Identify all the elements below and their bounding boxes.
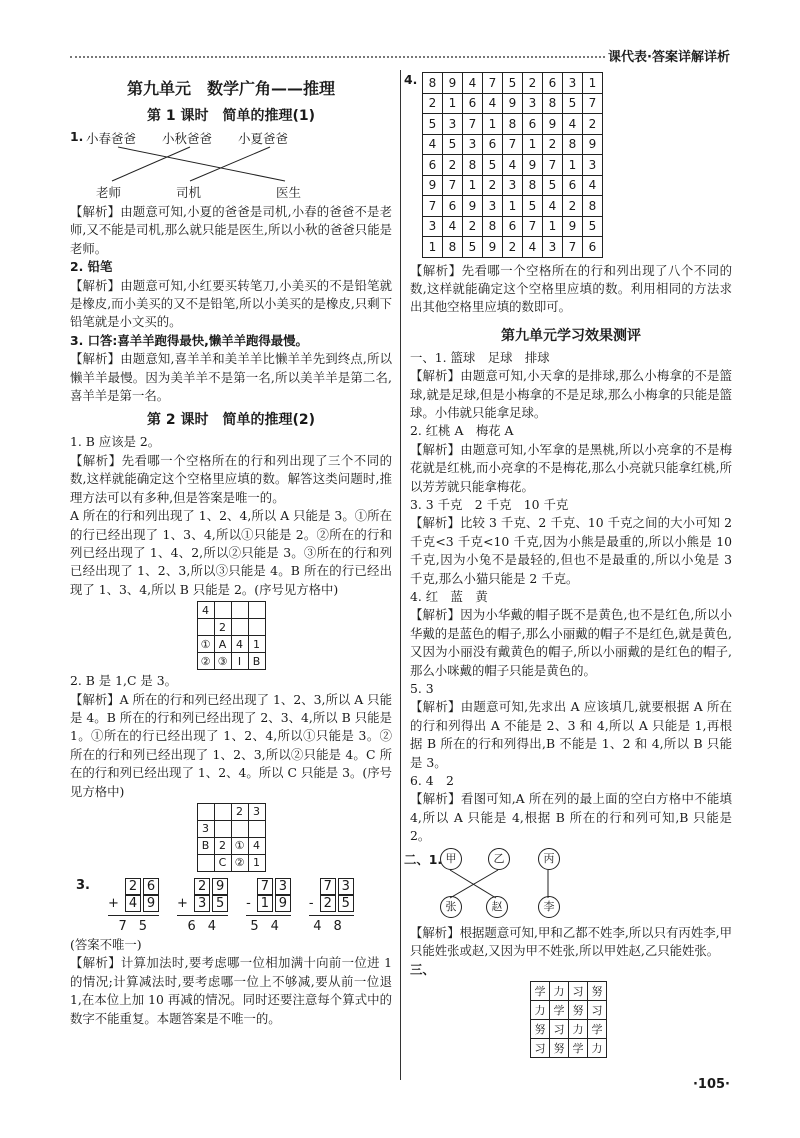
operator: - [308,895,314,911]
digit-box: 9 [275,895,291,912]
grid-cell [248,619,265,636]
match-bottom-3: 医生 [276,185,302,200]
grid-cell: 1 [443,93,463,114]
p1-explanation: 【解析】先看哪一个空格所在的行和列出现了三个不同的数,这样就能确定这个空格里应填的数。解答这类问题时,推理方法可以有多种,但是答案是唯一的。 [70,452,392,505]
grid-cell: 9 [463,196,483,217]
grid-cell: 6 [583,237,603,258]
grid-cell: 7 [483,73,503,94]
result: 64 [177,915,228,934]
grid-cell: 4 [563,114,583,135]
grid-cell: 1 [523,134,543,155]
circle-bottom-2: 赵 [486,896,508,918]
grid-cell: 9 [543,114,563,135]
s2-number: 二、1. [404,851,443,867]
arith-problem-1 [108,878,159,934]
q4-number: 4. [404,72,418,87]
grid-cell: 3 [483,196,503,217]
circle-bottom-3: 李 [538,896,560,918]
p3-number: 3. [76,877,90,893]
grid-cell: 8 [563,134,583,155]
match-top-2: 小秋爸爸 [162,131,213,146]
match-bottom-1: 老师 [96,185,122,200]
grid-cell: 7 [543,155,563,176]
match-lines-1 [70,143,392,185]
grid-cell: 2 [563,196,583,217]
right-column [404,72,732,1060]
grid-cell: 2 [523,73,543,94]
grid-cell: 努 [588,981,607,1000]
grid-cell: 4 [231,636,248,653]
test-title: 第九单元学习效果测评 [501,327,641,344]
grid-cell: 5 [563,93,583,114]
s1-2-answer: 2. 红桃 A 梅花 A [410,423,514,439]
grid-cell: 6 [463,93,483,114]
circle-top-3: 丙 [538,848,560,870]
grid-cell [197,803,214,820]
p1-answer: 1. B 应该是 2。 [70,434,161,450]
operator: + [177,895,188,911]
grid-cell: 8 [523,175,543,196]
s1-5-explanation: 【解析】由题意可知,先求出 A 应该填几,就要根据 A 所在的行和列得出 A 不能是 2、3 和 4,所以 A 只能是 1,再根据 B 所在的行和列得出,B 不能是 1、2 和 4,所以 B 只能是 3。 [410,699,732,770]
grid-cell: 2 [214,837,231,854]
grid-cell: 4 [423,134,443,155]
s2-explanation: 【解析】根据题意可知,甲和乙都不姓李,所以只有丙姓李,甲只能姓张或赵,又因为甲不姓张,所以甲姓赵,乙只能姓张。 [410,924,732,959]
s1-1-explanation: 【解析】由题意可知,小天拿的是排球,那么小梅拿的不是篮球,就是足球,但是小梅拿的不是足球,那么小梅拿的只能是篮球。小伟就只能拿足球。 [410,368,732,420]
grid-cell: 5 [443,134,463,155]
arith-problem-2 [177,878,228,934]
grid-cell: 2 [503,237,523,258]
grid-cell: 6 [543,73,563,94]
grid-cell: 6 [423,155,443,176]
circle-bottom-1: 张 [440,896,462,918]
left-column [70,72,392,1028]
lesson2-title: 第 2 课时 简单的推理(2) [146,412,316,429]
grid-cell: 7 [423,196,443,217]
grid-cell: 3 [583,155,603,176]
q1-explanation: 【解析】由题意可知,小夏的爸爸是司机,小春的爸爸不是老师,又不能是司机,那么就只能是医生,所以小秋的爸爸只能是老师。 [70,204,392,256]
grid-cell: 9 [443,73,463,94]
operator: - [246,895,251,911]
grid-cell: 4 [503,155,523,176]
digit-box: 4 [125,895,141,912]
grid-cell: 7 [463,114,483,135]
grid-cell: 3 [543,237,563,258]
grid-cell: 努 [569,1000,588,1019]
arith-problem-3 [246,878,291,934]
grid-cell: 努 [531,1019,550,1038]
grid-cell: 6 [483,134,503,155]
grid-cell: 7 [563,237,583,258]
grid-cell: 4 [523,237,543,258]
grid-cell: 3 [523,93,543,114]
digit-box: 9 [212,878,228,895]
grid-cell: 4 [443,216,463,237]
result: 54 [246,915,291,934]
grid-cell: 7 [523,216,543,237]
q4-explanation: 【解析】先看哪一个空格所在的行和列出现了八个不同的数,这样就能确定这个空格里应填的数。利用相同的方法求出其他空格里应填的数即可。 [410,262,732,315]
grid-cell [231,820,248,837]
header-title: 课代表·答案详解详析 [608,50,730,65]
grid-cell: 4 [197,602,214,619]
grid-cell [214,803,231,820]
grid-cell: 2 [231,803,248,820]
s1-4-answer: 4. 红 蓝 黄 [410,589,488,604]
grid-cell: 1 [503,196,523,217]
q2-explanation: 【解析】由题意可知,小红要买转笔刀,小美买的不是铅笔就是橡皮,而小美买的又不是铅笔,所以小美买的是橡皮,只剩下铅笔就是小文买的。 [70,277,392,330]
p2-explanation: 【解析】A 所在的行和列已经出现了 1、2、3,所以 A 只能是 4。B 所在的行和列已经出现了 2、3、4,所以 B 只能是 1。①所在的行已经出现了 1、2、4,所以①只能是 3。②所在的行和列已经出现了 1、2、3,所以②只能是 4。C 所在的行和列已经出现了 1、2、4。所以 C 只能是 3。(序号见方格中) [70,691,392,799]
grid-cell: 8 [483,216,503,237]
grid-cell: 习 [588,1000,607,1019]
grid-cell [197,854,214,871]
arithmetic-row [76,878,392,934]
grid-cell: 9 [503,93,523,114]
grid-cell: 2 [483,175,503,196]
result: 75 [108,915,159,934]
digit-box: 3 [338,878,354,895]
grid-cell: 力 [569,1019,588,1038]
s3-label: 三、 [410,961,435,977]
grid-cell: 学 [550,1000,569,1019]
s1-6-explanation: 【解析】看图可知,A 所在列的最上面的空白方格中不能填 4,所以 A 只能是 4,根据 B 所在的行和列可知,B 只能是 2。 [410,791,732,844]
column-divider [400,70,401,1080]
grid-cell [214,820,231,837]
grid-cell: 9 [563,216,583,237]
grid-cell: 6 [523,114,543,135]
grid-cell: 2 [214,619,231,636]
digit-box: 2 [320,895,336,912]
grid-cell: 8 [543,93,563,114]
page-number: ·105· [692,1077,730,1092]
grid-cell: 8 [463,155,483,176]
digit-box: 2 [125,878,141,895]
grid-cell: A [214,636,231,653]
grid-cell: 8 [503,114,523,135]
grid-cell: 5 [503,73,523,94]
digit-box: 5 [212,895,228,912]
s1-2-explanation: 【解析】由题意可知,小军拿的是黑桃,所以小亮拿的不是梅花就是红桃,而小亮拿的不是梅花,那么小亮就只能拿红桃,所以芳芳就只能拿梅花。 [410,441,732,494]
matching-diagram-1 [70,129,392,199]
grid-cell: 7 [503,134,523,155]
grid-cell: ② [231,854,248,871]
p1-explanation-detail: A 所在的行和列出现了 1、2、4,所以 A 只能是 3。①所在的行已经出现了 1、3、4,所以①只能是 2。②所在的行和列已经出现了 1、4、2,所以②只能是 3。③所在的行和列已经出现了 1、2、3,所以③只能是 4。B 所在的行已经出现了 1、3、4,所以 B 只能是 2。(序号见方格中) [70,508,392,597]
grid-cell: 3 [248,803,265,820]
q3-explanation: 【解析】由题意知,喜羊羊和美羊羊比懒羊羊先到终点,所以懒羊羊最慢。因为美羊羊不是第一名,所以美羊羊是第二名,喜羊羊是第一名。 [70,351,392,404]
grid-cell: ① [197,636,214,653]
grid-cell: 力 [531,1000,550,1019]
grid-cell: 1 [423,237,443,258]
digit-box: 3 [275,878,291,895]
grid-cell: 4 [463,73,483,94]
header-rule [70,56,605,58]
grid-cell: 9 [423,175,443,196]
sudoku-grid [422,72,603,258]
grid-cell: 3 [503,175,523,196]
grid-cell: 1 [483,114,503,135]
grid-cell: 4 [483,93,503,114]
grid-cell: 2 [463,216,483,237]
grid-cell [248,820,265,837]
grid-cell: 3 [443,114,463,135]
grid-cell: 1 [248,854,265,871]
circle-top-1: 甲 [440,848,462,870]
grid-cell: 4 [248,837,265,854]
grid-cell: 力 [550,981,569,1000]
digit-box: 9 [143,895,159,912]
match-top-1: 小春爸爸 [86,131,137,146]
s1-4-explanation: 【解析】因为小华戴的帽子既不是黄色,也不是红色,所以小华戴的是蓝色的帽子,那么小丽戴的帽子不是红色,就是黄色,又因为小丽没有戴黄色的帽子,所以小丽戴的是红色的帽子,那么小咪戴的帽子只能是黄色的。 [410,607,732,678]
grid-cell: 3 [423,216,443,237]
grid-cell: 2 [583,114,603,135]
digit-box: 1 [257,895,273,912]
digit-box: 5 [338,895,354,912]
grid-cell: 8 [443,237,463,258]
grid-cell: 1 [543,216,563,237]
grid-cell: 6 [563,175,583,196]
grid-cell: 1 [248,636,265,653]
grid-cell: 5 [543,175,563,196]
grid-cell: 习 [569,981,588,1000]
grid-cell: 5 [463,237,483,258]
grid-cell: 9 [523,155,543,176]
result: 48 [309,915,354,934]
grid-cell: 8 [423,73,443,94]
unit-title: 第九单元 数学广角——推理 [126,79,335,98]
q4-block [404,72,732,258]
lesson1-title: 第 1 课时 简单的推理(1) [146,108,316,124]
grid-cell: 4 [543,196,563,217]
grid-cell: B [248,653,265,670]
grid-cell: 7 [583,93,603,114]
q3-answer: 3. 口答:喜羊羊跑得最快,懒羊羊跑得最慢。 [70,332,308,348]
grid-cell: 4 [583,175,603,196]
grid-cell: I [231,653,248,670]
grid-cell: 6 [503,216,523,237]
s1-3-answer: 3. 3 千克 2 千克 10 千克 [410,496,569,512]
grid-cell: 7 [443,175,463,196]
p3-explanation: 【解析】计算加法时,要考虑哪一位相加满十向前一位进 1 的情况;计算减法时,要考虑哪一位上不够减,要从前一位退 1,在本位上加 10 再减的情况。同时还要注意每个算式中的数字不能重复。本题答案是不唯一的。 [70,955,392,1026]
s1-1-answer: 一、1. 篮球 足球 排球 [410,349,550,365]
grid-cell [197,619,214,636]
grid-cell: 努 [550,1038,569,1057]
grid-cell: 3 [563,73,583,94]
grid-cell [231,619,248,636]
digit-box: 7 [320,878,336,895]
grid-cell: 6 [443,196,463,217]
p2-answer: 2. B 是 1,C 是 3。 [70,673,177,689]
grid-cell: 1 [463,175,483,196]
grid-cell: 学 [569,1038,588,1057]
grid-cell: 学 [531,981,550,1000]
word-grid [530,981,607,1058]
arith-problem-4 [309,878,354,934]
grid-cell: 5 [423,114,443,135]
grid-cell: ③ [214,653,231,670]
grid-cell: 9 [483,237,503,258]
circle-top-2: 乙 [488,848,510,870]
q2-answer: 2. 铅笔 [70,259,113,275]
digit-box: 7 [257,878,273,895]
s1-5-answer: 5. 3 [410,681,434,697]
grid-cell: 9 [583,134,603,155]
q1-number: 1. [70,129,84,144]
operator: + [107,895,119,911]
grid-cell: 5 [483,155,503,176]
grid-cell: 习 [550,1019,569,1038]
grid-cell: 力 [588,1038,607,1057]
digit-box: 3 [194,895,210,912]
grid-cell: 学 [588,1019,607,1038]
grid-cell: 2 [423,93,443,114]
grid-cell: 习 [531,1038,550,1057]
grid-cell: 5 [583,216,603,237]
grid-cell: 8 [583,196,603,217]
grid-cell: 3 [463,134,483,155]
grid-cell: B [197,837,214,854]
grid-cell: 2 [443,155,463,176]
grid-cell: ① [231,837,248,854]
grid-cell: 2 [543,134,563,155]
grid-1 [197,601,266,670]
p3-note: (答案不唯一) [70,936,142,952]
grid-cell: 1 [563,155,583,176]
grid-cell [248,602,265,619]
grid-2 [197,803,266,872]
grid-cell: 5 [523,196,543,217]
digit-box: 6 [143,878,159,895]
match-bottom-2: 司机 [176,185,202,200]
s1-3-explanation: 【解析】比较 3 千克、2 千克、10 千克之间的大小可知 2 千克<3 千克<10 千克,因为小熊是最重的,所以小熊是 10 千克,因为小兔不是最轻的,但也不是最重的,所以小兔是 3 千克,那么小猫只能是 2 千克。 [410,515,732,586]
grid-cell: ② [197,653,214,670]
grid-cell: 3 [197,820,214,837]
grid-cell [214,602,231,619]
digit-box: 2 [194,878,210,895]
grid-cell [231,602,248,619]
matching-diagram-2 [404,846,732,918]
match-top-3: 小夏爸爸 [238,131,289,146]
grid-cell: C [214,854,231,871]
s1-6-answer: 6. 4 2 [410,773,454,789]
grid-cell: 1 [583,73,603,94]
